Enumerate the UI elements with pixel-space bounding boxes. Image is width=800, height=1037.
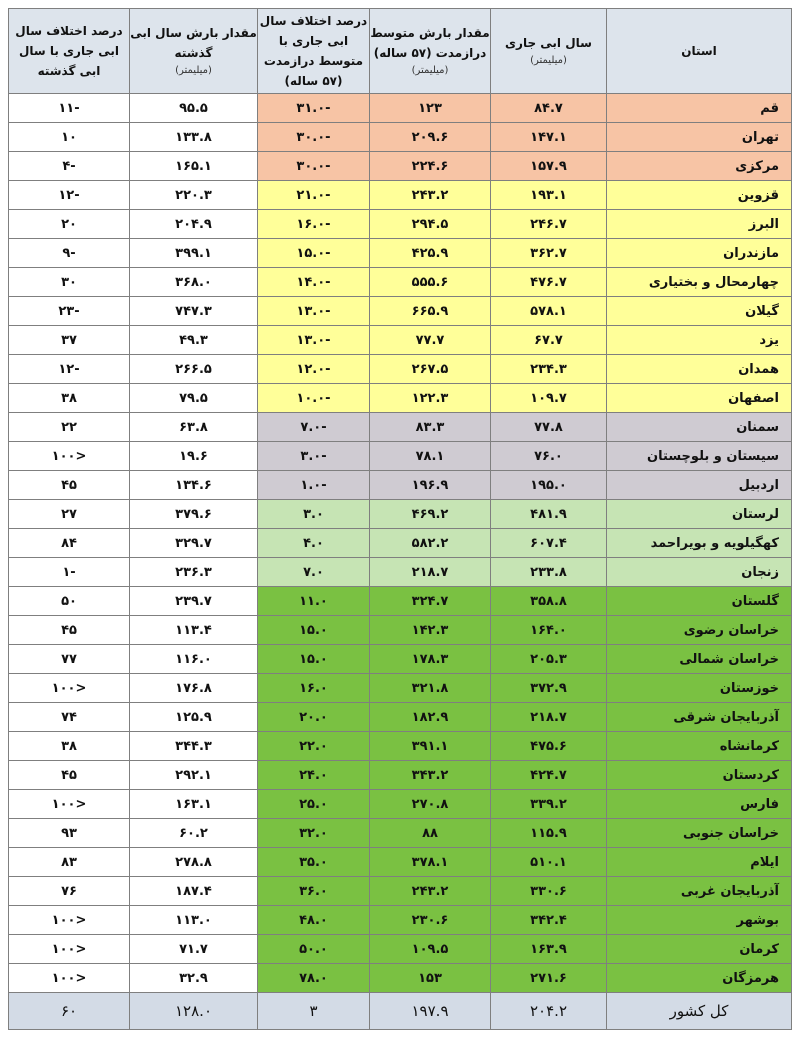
cell-current: ۴۸۱.۹ xyxy=(491,500,607,529)
cell-province: کردستان xyxy=(607,761,792,790)
header-diff-longterm: درصد اختلاف سال ابی جاری با متوسط درازمدت (۵۷ ساله) xyxy=(258,9,370,94)
cell-previous: ۳۲۹.۷ xyxy=(130,529,258,558)
total-row xyxy=(9,993,792,1030)
cell-current: ۱۴۷.۱ xyxy=(491,123,607,152)
cell-current: ۳۵۸.۸ xyxy=(491,587,607,616)
cell-diff-longterm: ۳.۰ xyxy=(258,500,370,529)
cell-longterm: ۱۲۳ xyxy=(370,94,491,123)
cell-previous: ۳۹۹.۱ xyxy=(130,239,258,268)
cell-current: ۳۳۹.۲ xyxy=(491,790,607,819)
header-province: استان xyxy=(607,9,792,94)
cell-province: البرز xyxy=(607,210,792,239)
cell-current: ۴۷۵.۶ xyxy=(491,732,607,761)
cell-province: زنجان xyxy=(607,558,792,587)
cell-longterm: ۵۵۵.۶ xyxy=(370,268,491,297)
cell-current: ۳۴۲.۴ xyxy=(491,906,607,935)
table-row xyxy=(9,558,792,587)
cell-diff-previous: ۴۵ xyxy=(9,471,130,500)
cell-province: قزوین xyxy=(607,181,792,210)
cell-diff-longterm: ۲۲.۰ xyxy=(258,732,370,761)
cell-longterm: ۳۲۱.۸ xyxy=(370,674,491,703)
cell-province: بوشهر xyxy=(607,906,792,935)
cell-diff-longterm: ۲۴.۰ xyxy=(258,761,370,790)
table-row xyxy=(9,587,792,616)
table-row xyxy=(9,500,792,529)
total-diff-longterm: ۳ xyxy=(258,993,370,1030)
table-row xyxy=(9,239,792,268)
cell-current: ۶۷.۷ xyxy=(491,326,607,355)
cell-diff-previous: ۸۴ xyxy=(9,529,130,558)
cell-longterm: ۲۹۴.۵ xyxy=(370,210,491,239)
cell-diff-previous: ۷۷ xyxy=(9,645,130,674)
cell-longterm: ۳۴۳.۲ xyxy=(370,761,491,790)
cell-current: ۲۴۶.۷ xyxy=(491,210,607,239)
table-row xyxy=(9,268,792,297)
header-current-year: سال ابی جاری (میلیمتر) xyxy=(491,9,607,94)
table-row xyxy=(9,819,792,848)
cell-diff-previous: ۲۲ xyxy=(9,413,130,442)
cell-province: چهارمحال و بختیاری xyxy=(607,268,792,297)
header-previous-year: مقدار بارش سال ابی گذشته (میلیمتر) xyxy=(130,9,258,94)
cell-previous: ۱۶۳.۱ xyxy=(130,790,258,819)
table-row xyxy=(9,413,792,442)
cell-diff-longterm: ۱۱.۰ xyxy=(258,587,370,616)
cell-diff-longterm: -۱۴.۰ xyxy=(258,268,370,297)
cell-diff-previous: ۳۸ xyxy=(9,732,130,761)
cell-province: تهران xyxy=(607,123,792,152)
cell-longterm: ۴۶۹.۲ xyxy=(370,500,491,529)
cell-longterm: ۳۷۸.۱ xyxy=(370,848,491,877)
cell-previous: ۲۰۴.۹ xyxy=(130,210,258,239)
cell-diff-longterm: -۱۳.۰ xyxy=(258,297,370,326)
cell-diff-longterm: -۷.۰ xyxy=(258,413,370,442)
cell-diff-longterm: ۲۵.۰ xyxy=(258,790,370,819)
cell-diff-longterm: ۲۰.۰ xyxy=(258,703,370,732)
cell-longterm: ۲۶۷.۵ xyxy=(370,355,491,384)
cell-diff-previous: -۹ xyxy=(9,239,130,268)
cell-diff-longterm: ۴.۰ xyxy=(258,529,370,558)
table-row xyxy=(9,964,792,993)
cell-diff-longterm: -۱۰.۰ xyxy=(258,384,370,413)
table-row xyxy=(9,877,792,906)
cell-previous: ۱۱۳.۴ xyxy=(130,616,258,645)
cell-province: لرستان xyxy=(607,500,792,529)
table-row xyxy=(9,732,792,761)
cell-previous: ۴۹.۳ xyxy=(130,326,258,355)
cell-province: اصفهان xyxy=(607,384,792,413)
cell-previous: ۱۷۶.۸ xyxy=(130,674,258,703)
cell-diff-previous: ۴۵ xyxy=(9,761,130,790)
cell-diff-previous: <۱۰۰ xyxy=(9,790,130,819)
cell-province: قم xyxy=(607,94,792,123)
cell-longterm: ۱۵۳ xyxy=(370,964,491,993)
table-row xyxy=(9,152,792,181)
table-row xyxy=(9,471,792,500)
cell-diff-previous: ۵۰ xyxy=(9,587,130,616)
cell-province: ایلام xyxy=(607,848,792,877)
cell-province: مرکزی xyxy=(607,152,792,181)
cell-current: ۷۶.۰ xyxy=(491,442,607,471)
table-row xyxy=(9,848,792,877)
cell-previous: ۲۳۶.۳ xyxy=(130,558,258,587)
cell-diff-previous: ۳۰ xyxy=(9,268,130,297)
cell-diff-previous: ۳۷ xyxy=(9,326,130,355)
cell-province: همدان xyxy=(607,355,792,384)
cell-longterm: ۱۹۶.۹ xyxy=(370,471,491,500)
cell-diff-previous: ۳۸ xyxy=(9,384,130,413)
table-row xyxy=(9,384,792,413)
cell-province: هرمزگان xyxy=(607,964,792,993)
cell-current: ۳۶۲.۷ xyxy=(491,239,607,268)
cell-longterm: ۷۷.۷ xyxy=(370,326,491,355)
cell-current: ۲۳۴.۳ xyxy=(491,355,607,384)
cell-longterm: ۴۲۵.۹ xyxy=(370,239,491,268)
cell-previous: ۷۹.۵ xyxy=(130,384,258,413)
cell-diff-longterm: ۴۸.۰ xyxy=(258,906,370,935)
cell-province: سیستان و بلوچستان xyxy=(607,442,792,471)
table-row xyxy=(9,297,792,326)
cell-current: ۱۹۵.۰ xyxy=(491,471,607,500)
cell-longterm: ۱۲۲.۳ xyxy=(370,384,491,413)
cell-previous: ۷۴۷.۳ xyxy=(130,297,258,326)
cell-current: ۴۲۴.۷ xyxy=(491,761,607,790)
cell-longterm: ۲۲۴.۶ xyxy=(370,152,491,181)
cell-diff-longterm: -۱۵.۰ xyxy=(258,239,370,268)
cell-current: ۱۰۹.۷ xyxy=(491,384,607,413)
cell-diff-previous: <۱۰۰ xyxy=(9,906,130,935)
cell-current: ۷۷.۸ xyxy=(491,413,607,442)
cell-previous: ۱۱۶.۰ xyxy=(130,645,258,674)
cell-diff-longterm: ۱۶.۰ xyxy=(258,674,370,703)
cell-current: ۸۴.۷ xyxy=(491,94,607,123)
cell-current: ۲۱۸.۷ xyxy=(491,703,607,732)
cell-longterm: ۲۱۸.۷ xyxy=(370,558,491,587)
cell-diff-previous: <۱۰۰ xyxy=(9,442,130,471)
cell-diff-longterm: -۱۶.۰ xyxy=(258,210,370,239)
cell-province: خراسان رضوی xyxy=(607,616,792,645)
cell-current: ۱۵۷.۹ xyxy=(491,152,607,181)
cell-diff-previous: ۲۰ xyxy=(9,210,130,239)
total-current: ۲۰۴.۲ xyxy=(491,993,607,1030)
cell-province: خراسان جنوبی xyxy=(607,819,792,848)
cell-previous: ۱۱۳.۰ xyxy=(130,906,258,935)
cell-current: ۳۷۲.۹ xyxy=(491,674,607,703)
cell-longterm: ۳۹۱.۱ xyxy=(370,732,491,761)
cell-previous: ۳۲.۹ xyxy=(130,964,258,993)
table-row xyxy=(9,210,792,239)
cell-previous: ۲۹۲.۱ xyxy=(130,761,258,790)
table-row xyxy=(9,355,792,384)
cell-longterm: ۱۸۲.۹ xyxy=(370,703,491,732)
cell-longterm: ۸۸ xyxy=(370,819,491,848)
precipitation-table xyxy=(8,8,792,1030)
cell-diff-previous: ۱۰ xyxy=(9,123,130,152)
cell-diff-longterm: ۵۰.۰ xyxy=(258,935,370,964)
cell-diff-previous: ۷۶ xyxy=(9,877,130,906)
cell-longterm: ۲۴۳.۲ xyxy=(370,181,491,210)
cell-longterm: ۷۸.۱ xyxy=(370,442,491,471)
cell-longterm: ۱۷۸.۳ xyxy=(370,645,491,674)
cell-longterm: ۲۰۹.۶ xyxy=(370,123,491,152)
cell-province: یزد xyxy=(607,326,792,355)
cell-current: ۱۶۳.۹ xyxy=(491,935,607,964)
header-row xyxy=(9,9,792,94)
cell-previous: ۷۱.۷ xyxy=(130,935,258,964)
cell-diff-longterm: -۳۰.۰ xyxy=(258,123,370,152)
cell-current: ۲۷۱.۶ xyxy=(491,964,607,993)
cell-province: گلستان xyxy=(607,587,792,616)
cell-diff-longterm: -۳۱.۰ xyxy=(258,94,370,123)
cell-longterm: ۱۰۹.۵ xyxy=(370,935,491,964)
cell-previous: ۱۶۵.۱ xyxy=(130,152,258,181)
cell-diff-longterm: ۳۵.۰ xyxy=(258,848,370,877)
cell-diff-longterm: -۲۱.۰ xyxy=(258,181,370,210)
total-diff-previous: ۶۰ xyxy=(9,993,130,1030)
header-longterm-unit: (میلیمتر) xyxy=(411,65,449,76)
cell-diff-longterm: ۷.۰ xyxy=(258,558,370,587)
cell-province: کرمانشاه xyxy=(607,732,792,761)
table-row xyxy=(9,674,792,703)
cell-longterm: ۵۸۲.۲ xyxy=(370,529,491,558)
cell-province: آذربایجان غربی xyxy=(607,877,792,906)
cell-diff-longterm: -۳.۰ xyxy=(258,442,370,471)
cell-diff-longterm: ۳۶.۰ xyxy=(258,877,370,906)
cell-longterm: ۱۴۲.۳ xyxy=(370,616,491,645)
cell-current: ۱۶۴.۰ xyxy=(491,616,607,645)
cell-previous: ۱۸۷.۴ xyxy=(130,877,258,906)
cell-diff-longterm: ۷۸.۰ xyxy=(258,964,370,993)
cell-previous: ۳۷۹.۶ xyxy=(130,500,258,529)
cell-longterm: ۶۶۵.۹ xyxy=(370,297,491,326)
header-current-unit: (میلیمتر) xyxy=(530,55,567,66)
cell-diff-longterm: ۱۵.۰ xyxy=(258,616,370,645)
table-row xyxy=(9,790,792,819)
cell-previous: ۱۹.۶ xyxy=(130,442,258,471)
table-row xyxy=(9,761,792,790)
cell-longterm: ۲۷۰.۸ xyxy=(370,790,491,819)
cell-diff-previous: -۱۲ xyxy=(9,355,130,384)
cell-previous: ۶۰.۲ xyxy=(130,819,258,848)
cell-previous: ۲۷۸.۸ xyxy=(130,848,258,877)
cell-diff-previous: <۱۰۰ xyxy=(9,674,130,703)
table-body xyxy=(9,94,792,993)
cell-diff-longterm: ۳۲.۰ xyxy=(258,819,370,848)
cell-diff-longterm: -۳۰.۰ xyxy=(258,152,370,181)
cell-diff-previous: ۴۵ xyxy=(9,616,130,645)
table-row xyxy=(9,935,792,964)
cell-diff-previous: <۱۰۰ xyxy=(9,935,130,964)
cell-previous: ۹۵.۵ xyxy=(130,94,258,123)
cell-current: ۶۰۷.۴ xyxy=(491,529,607,558)
cell-province: گیلان xyxy=(607,297,792,326)
table-row xyxy=(9,645,792,674)
header-diff-previous: درصد اختلاف سال ابی جاری با سال ابی گذشته xyxy=(9,9,130,94)
cell-longterm: ۲۳۰.۶ xyxy=(370,906,491,935)
cell-current: ۵۷۸.۱ xyxy=(491,297,607,326)
cell-diff-previous: ۹۳ xyxy=(9,819,130,848)
cell-longterm: ۸۳.۳ xyxy=(370,413,491,442)
header-longterm-average: مقدار بارش متوسط درازمدت (۵۷ ساله) (میلیمتر) xyxy=(370,9,491,94)
cell-diff-previous: ۷۴ xyxy=(9,703,130,732)
cell-current: ۳۳۰.۶ xyxy=(491,877,607,906)
cell-diff-longterm: ۱۵.۰ xyxy=(258,645,370,674)
table-row xyxy=(9,94,792,123)
table-row xyxy=(9,906,792,935)
table-row xyxy=(9,326,792,355)
cell-current: ۲۰۵.۳ xyxy=(491,645,607,674)
cell-province: آذربایجان شرقی xyxy=(607,703,792,732)
table-row xyxy=(9,181,792,210)
table-row xyxy=(9,616,792,645)
cell-previous: ۱۲۵.۹ xyxy=(130,703,258,732)
table-row xyxy=(9,123,792,152)
cell-current: ۵۱۰.۱ xyxy=(491,848,607,877)
table-row xyxy=(9,442,792,471)
cell-province: کهگیلویه و بویراحمد xyxy=(607,529,792,558)
cell-previous: ۳۴۴.۳ xyxy=(130,732,258,761)
cell-previous: ۶۳.۸ xyxy=(130,413,258,442)
cell-province: اردبیل xyxy=(607,471,792,500)
cell-diff-previous: -۱۱ xyxy=(9,94,130,123)
table-container xyxy=(8,8,791,1030)
cell-diff-previous: -۱۲ xyxy=(9,181,130,210)
cell-diff-previous: ۸۳ xyxy=(9,848,130,877)
cell-current: ۴۷۶.۷ xyxy=(491,268,607,297)
cell-diff-previous: ۲۷ xyxy=(9,500,130,529)
cell-diff-previous: -۴ xyxy=(9,152,130,181)
cell-diff-previous: <۱۰۰ xyxy=(9,964,130,993)
cell-province: سمنان xyxy=(607,413,792,442)
cell-previous: ۲۲۰.۳ xyxy=(130,181,258,210)
cell-province: خراسان شمالی xyxy=(607,645,792,674)
total-longterm: ۱۹۷.۹ xyxy=(370,993,491,1030)
cell-province: کرمان xyxy=(607,935,792,964)
cell-diff-longterm: -۱.۰ xyxy=(258,471,370,500)
cell-diff-longterm: -۱۲.۰ xyxy=(258,355,370,384)
cell-diff-longterm: -۱۳.۰ xyxy=(258,326,370,355)
cell-province: فارس xyxy=(607,790,792,819)
cell-previous: ۱۳۴.۶ xyxy=(130,471,258,500)
cell-current: ۱۹۳.۱ xyxy=(491,181,607,210)
cell-current: ۲۳۳.۸ xyxy=(491,558,607,587)
table-row xyxy=(9,703,792,732)
table-row xyxy=(9,529,792,558)
cell-province: مازندران xyxy=(607,239,792,268)
cell-previous: ۲۳۹.۷ xyxy=(130,587,258,616)
cell-longterm: ۳۲۴.۷ xyxy=(370,587,491,616)
cell-current: ۱۱۵.۹ xyxy=(491,819,607,848)
cell-province: خوزستان xyxy=(607,674,792,703)
total-province: کل کشور xyxy=(607,993,792,1030)
cell-longterm: ۲۴۳.۲ xyxy=(370,877,491,906)
cell-diff-previous: -۱ xyxy=(9,558,130,587)
cell-previous: ۱۳۳.۸ xyxy=(130,123,258,152)
cell-diff-previous: -۲۳ xyxy=(9,297,130,326)
total-previous: ۱۲۸.۰ xyxy=(130,993,258,1030)
cell-previous: ۳۶۸.۰ xyxy=(130,268,258,297)
cell-previous: ۲۶۶.۵ xyxy=(130,355,258,384)
header-previous-unit: (میلیمتر) xyxy=(175,65,212,76)
